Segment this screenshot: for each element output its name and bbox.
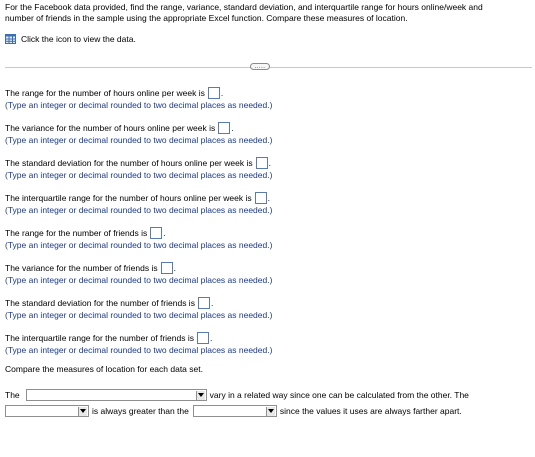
hint-text: (Type an integer or decimal rounded to two decimal places as needed.) bbox=[5, 100, 273, 110]
compare-row2-middle: is always greater than the bbox=[92, 406, 189, 416]
compare-row2-suffix: since the values it uses are always farther apart. bbox=[279, 406, 462, 416]
hint-text: (Type an integer or decimal rounded to two decimal places as needed.) bbox=[5, 240, 273, 250]
question-friends-iqr: The interquartile range for the number of friends is . (Type an integer or decimal rounded to two decimal places as needed.) bbox=[5, 333, 273, 355]
answer-input-friends-iqr[interactable] bbox=[197, 332, 209, 344]
question-hours-stdev: The standard deviation for the number of hours online per week is . (Type an integer or decimal rounded to two decimal places as needed.) bbox=[5, 158, 273, 180]
question-friends-stdev: The standard deviation for the number of friends is . (Type an integer or decimal rounded to two decimal places as needed.) bbox=[5, 298, 273, 320]
question-friends-range: The range for the number of friends is . (Type an integer or decimal rounded to two decimal places as needed.) bbox=[5, 228, 273, 250]
question-prompt: The variance for the number of hours online per week is bbox=[5, 123, 216, 133]
compare-row-2 bbox=[5, 405, 462, 417]
measure-dropdown-3[interactable] bbox=[193, 405, 277, 417]
measure-dropdown-1[interactable] bbox=[26, 389, 207, 401]
compare-row1-prefix: The bbox=[5, 390, 20, 400]
answer-input-friends-variance[interactable] bbox=[161, 262, 173, 274]
chevron-down-icon[interactable] bbox=[78, 407, 87, 416]
answer-input-friends-range[interactable] bbox=[150, 227, 162, 239]
question-prompt: The range for the number of hours online per week is bbox=[5, 88, 205, 98]
measure-dropdown-2[interactable] bbox=[5, 405, 89, 417]
expand-more-button[interactable] bbox=[250, 63, 270, 70]
question-prompt: The range for the number of friends is bbox=[5, 228, 148, 238]
hint-text: (Type an integer or decimal rounded to two decimal places as needed.) bbox=[5, 310, 273, 320]
hint-text: (Type an integer or decimal rounded to two decimal places as needed.) bbox=[5, 205, 273, 215]
intro-line-1: For the Facebook data provided, find the range, variance, standard deviation, and interquartile range for hours online/week and bbox=[5, 2, 483, 12]
hint-text: (Type an integer or decimal rounded to two decimal places as needed.) bbox=[5, 275, 273, 285]
answer-input-hours-variance[interactable] bbox=[218, 122, 230, 134]
compare-row1-suffix: vary in a related way since one can be calculated from the other. The bbox=[209, 390, 469, 400]
question-prompt: The interquartile range for the number of friends is bbox=[5, 333, 194, 343]
hint-text: (Type an integer or decimal rounded to two decimal places as needed.) bbox=[5, 135, 273, 145]
more-dots-icon: ..... bbox=[254, 63, 266, 70]
problem-intro bbox=[5, 2, 533, 24]
question-hours-range: The range for the number of hours online per week is . (Type an integer or decimal rounded to two decimal places as needed.) bbox=[5, 88, 273, 110]
answer-input-hours-iqr[interactable] bbox=[255, 192, 267, 204]
question-prompt: The standard deviation for the number of friends is bbox=[5, 298, 195, 308]
question-prompt: The interquartile range for the number of hours online per week is bbox=[5, 193, 252, 203]
hint-text: (Type an integer or decimal rounded to two decimal places as needed.) bbox=[5, 170, 273, 180]
chevron-down-icon[interactable] bbox=[196, 391, 205, 400]
question-hours-variance: The variance for the number of hours online per week is . (Type an integer or decimal rounded to two decimal places as needed.) bbox=[5, 123, 273, 145]
answer-input-hours-stdev[interactable] bbox=[256, 157, 268, 169]
question-hours-iqr: The interquartile range for the number of hours online per week is . (Type an integer or decimal rounded to two decimal places as needed.) bbox=[5, 193, 273, 215]
hint-text: (Type an integer or decimal rounded to two decimal places as needed.) bbox=[5, 345, 273, 355]
question-friends-variance: The variance for the number of friends is . (Type an integer or decimal rounded to two decimal places as needed.) bbox=[5, 263, 273, 285]
spreadsheet-icon[interactable] bbox=[5, 34, 16, 44]
answer-input-hours-range[interactable] bbox=[208, 87, 220, 99]
view-data-label: Click the icon to view the data. bbox=[21, 34, 136, 44]
intro-line-2: number of friends in the sample using the appropriate Excel function. Compare these measures of location. bbox=[5, 13, 408, 23]
compare-prompt: Compare the measures of location for each data set. bbox=[5, 364, 203, 374]
view-data-link[interactable] bbox=[5, 34, 136, 44]
answer-input-friends-stdev[interactable] bbox=[198, 297, 210, 309]
question-prompt: The variance for the number of friends is bbox=[5, 263, 158, 273]
chevron-down-icon[interactable] bbox=[266, 407, 275, 416]
compare-row-1 bbox=[5, 389, 469, 401]
question-prompt: The standard deviation for the number of hours online per week is bbox=[5, 158, 253, 168]
